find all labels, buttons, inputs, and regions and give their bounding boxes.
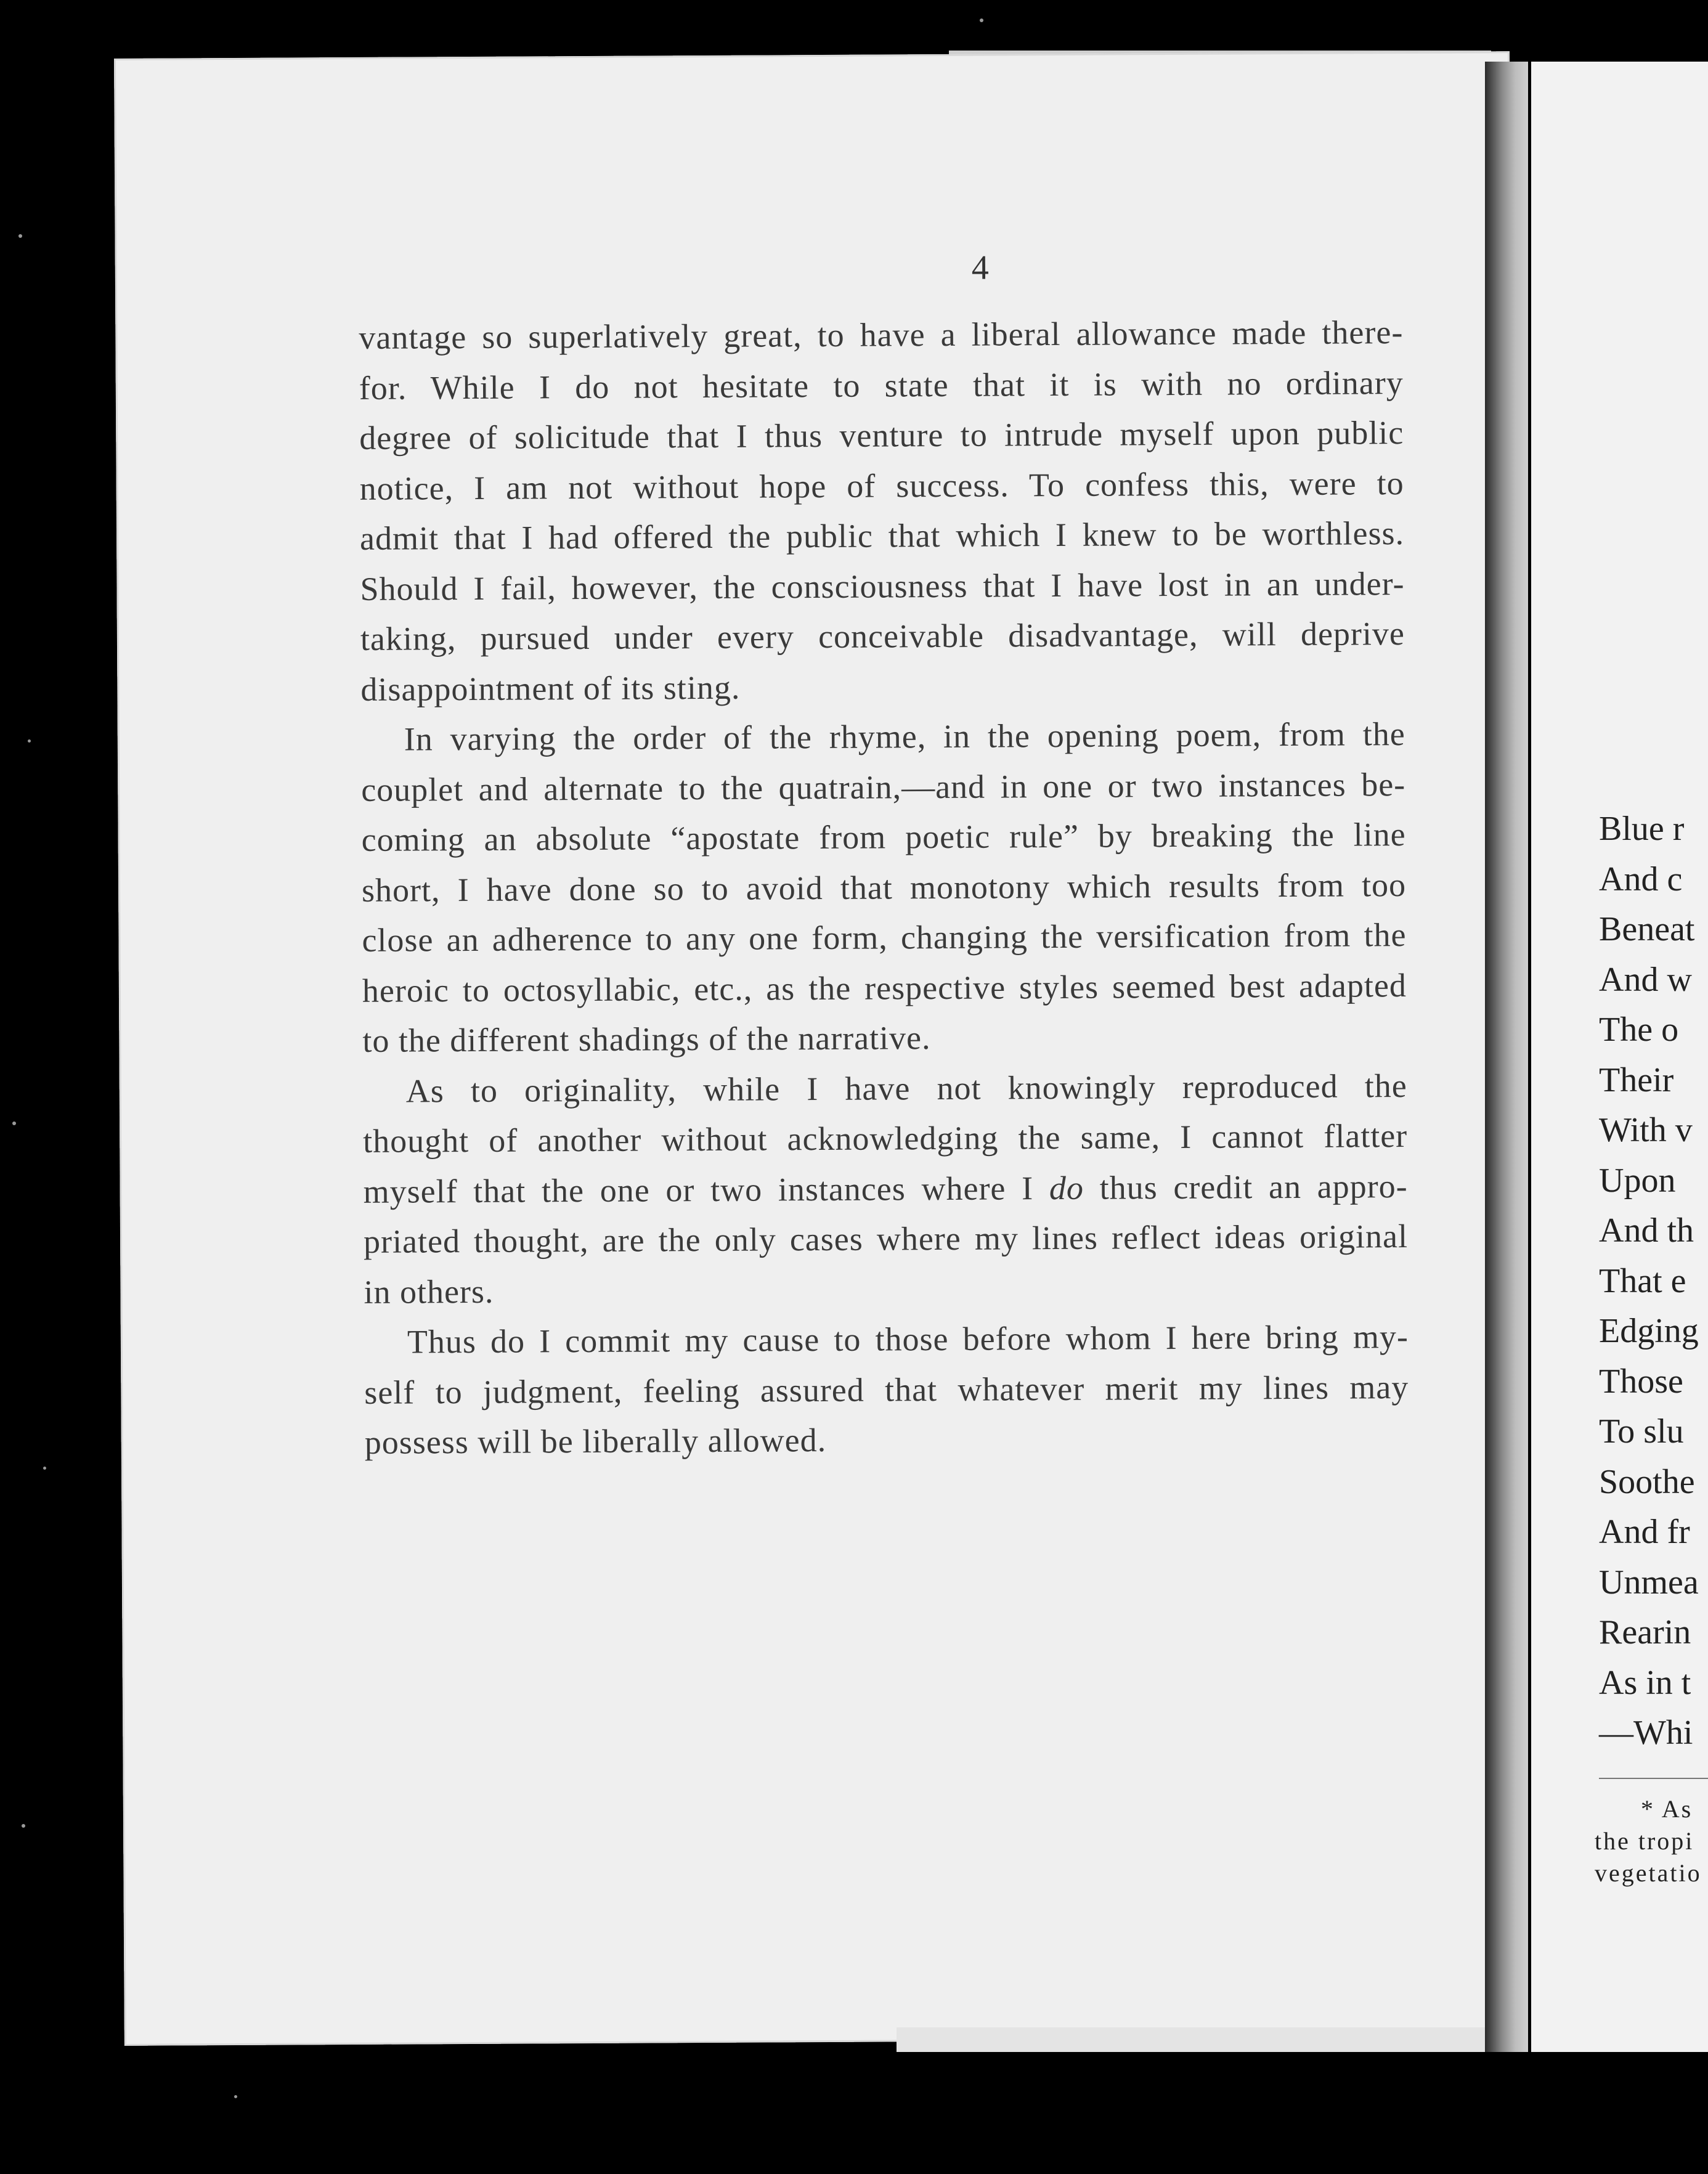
text-line: priated thought, are the only cases where my lines reflect ideas original xyxy=(363,1218,1409,1260)
text-line: degree of solicitude that I thus venture to intrude myself upon public xyxy=(359,414,1404,457)
text-line: couplet and alternate to the quatrain,—and in one or two instances be- xyxy=(361,765,1406,808)
text-line: to the different shadings of the narrative. xyxy=(362,1019,931,1059)
text-line: disappointment of its sting. xyxy=(360,669,741,708)
text-line: close an adherence to any one form, changing the versification from the xyxy=(362,916,1407,959)
text-line-with-italic xyxy=(363,1162,1407,1217)
text-line: In varying the order of the rhyme, in the opening poem, from the xyxy=(404,715,1405,758)
verse-line: Edging xyxy=(1599,1312,1699,1350)
verse-line: Beneat xyxy=(1599,910,1695,948)
verse-line: Blue r xyxy=(1599,810,1685,848)
verse-line: To slu xyxy=(1599,1412,1684,1451)
footnote-line: vegetatio xyxy=(1595,1859,1702,1887)
page-edge-bottom xyxy=(897,2027,1525,2052)
text-line: admit that I had offered the public that which I knew to be worthless. xyxy=(359,515,1405,557)
book-gutter xyxy=(1485,62,1528,2052)
text-line: in others. xyxy=(364,1272,494,1311)
verse-line: Upon xyxy=(1599,1161,1676,1200)
text-line: vantage so superlatively great, to have a liberal allowance made there- xyxy=(359,314,1404,356)
text-line: Should I fail, however, the consciousness that I have lost in an under- xyxy=(360,564,1405,608)
verse-line: Their xyxy=(1599,1061,1674,1099)
verse-line: And fr xyxy=(1599,1513,1690,1551)
dust-speck xyxy=(18,234,22,238)
text-line: taking, pursued under every conceivable disadvantage, will deprive xyxy=(360,615,1405,657)
dust-speck xyxy=(43,1467,46,1470)
verse-line: As in t xyxy=(1599,1663,1691,1702)
text-line: short, I have done so to avoid that monotony which results from too xyxy=(361,866,1407,909)
text-line: notice, I am not without hope of success. To confess this, were to xyxy=(359,464,1404,507)
dust-speck xyxy=(980,18,983,22)
verse-fragment xyxy=(1599,804,1699,1759)
text-line: As to originality, while I have not knowingly reproduced the xyxy=(405,1067,1407,1110)
text-line-part: myself that the one or two instances where I xyxy=(363,1169,1034,1210)
verse-line: And th xyxy=(1599,1211,1694,1250)
text-line: heroic to octosyllabic, etc., as the respective styles seemed best adapted xyxy=(362,966,1407,1009)
text-line: self to judgment, feeling assured that whatever merit my lines may xyxy=(364,1368,1409,1411)
verse-line: Those xyxy=(1599,1362,1683,1401)
text-line: for. While I do not hesitate to state that it is with no ordinary xyxy=(359,364,1404,407)
dust-speck xyxy=(12,1122,16,1125)
text-line: thought of another without acknowledging the same, I cannot flatter xyxy=(363,1117,1408,1160)
dust-speck xyxy=(22,1824,25,1828)
verse-line: With v xyxy=(1599,1111,1693,1149)
text-line: coming an absolute “apostate from poetic rule” by breaking the line xyxy=(361,816,1406,858)
footnote-rule xyxy=(1599,1778,1708,1779)
dust-speck xyxy=(28,739,31,743)
footnote-line: the tropi xyxy=(1595,1827,1694,1855)
verse-line: Unmea xyxy=(1599,1563,1699,1602)
italic-word: do xyxy=(1049,1169,1084,1207)
verse-line: And w xyxy=(1599,960,1692,999)
dust-speck xyxy=(234,2095,237,2098)
footnote xyxy=(1595,1793,1702,1889)
left-page xyxy=(114,51,1520,2046)
verse-line: That e xyxy=(1599,1261,1686,1300)
verse-line: Soothe xyxy=(1599,1462,1695,1501)
body-text xyxy=(359,307,1409,1468)
text-line: Thus do I commit my cause to those before whom I here bring my- xyxy=(407,1318,1409,1361)
text-line-part: thus credit an appro- xyxy=(1099,1167,1408,1207)
verse-line: Rearin xyxy=(1599,1613,1691,1651)
footnote-line: * As xyxy=(1641,1795,1693,1823)
text-line: possess will be liberally allowed. xyxy=(364,1421,827,1461)
verse-line: —Whi xyxy=(1599,1714,1693,1752)
page-number: 4 xyxy=(971,248,989,287)
verse-line: The o xyxy=(1599,1011,1679,1049)
verse-line: And c xyxy=(1599,860,1683,898)
